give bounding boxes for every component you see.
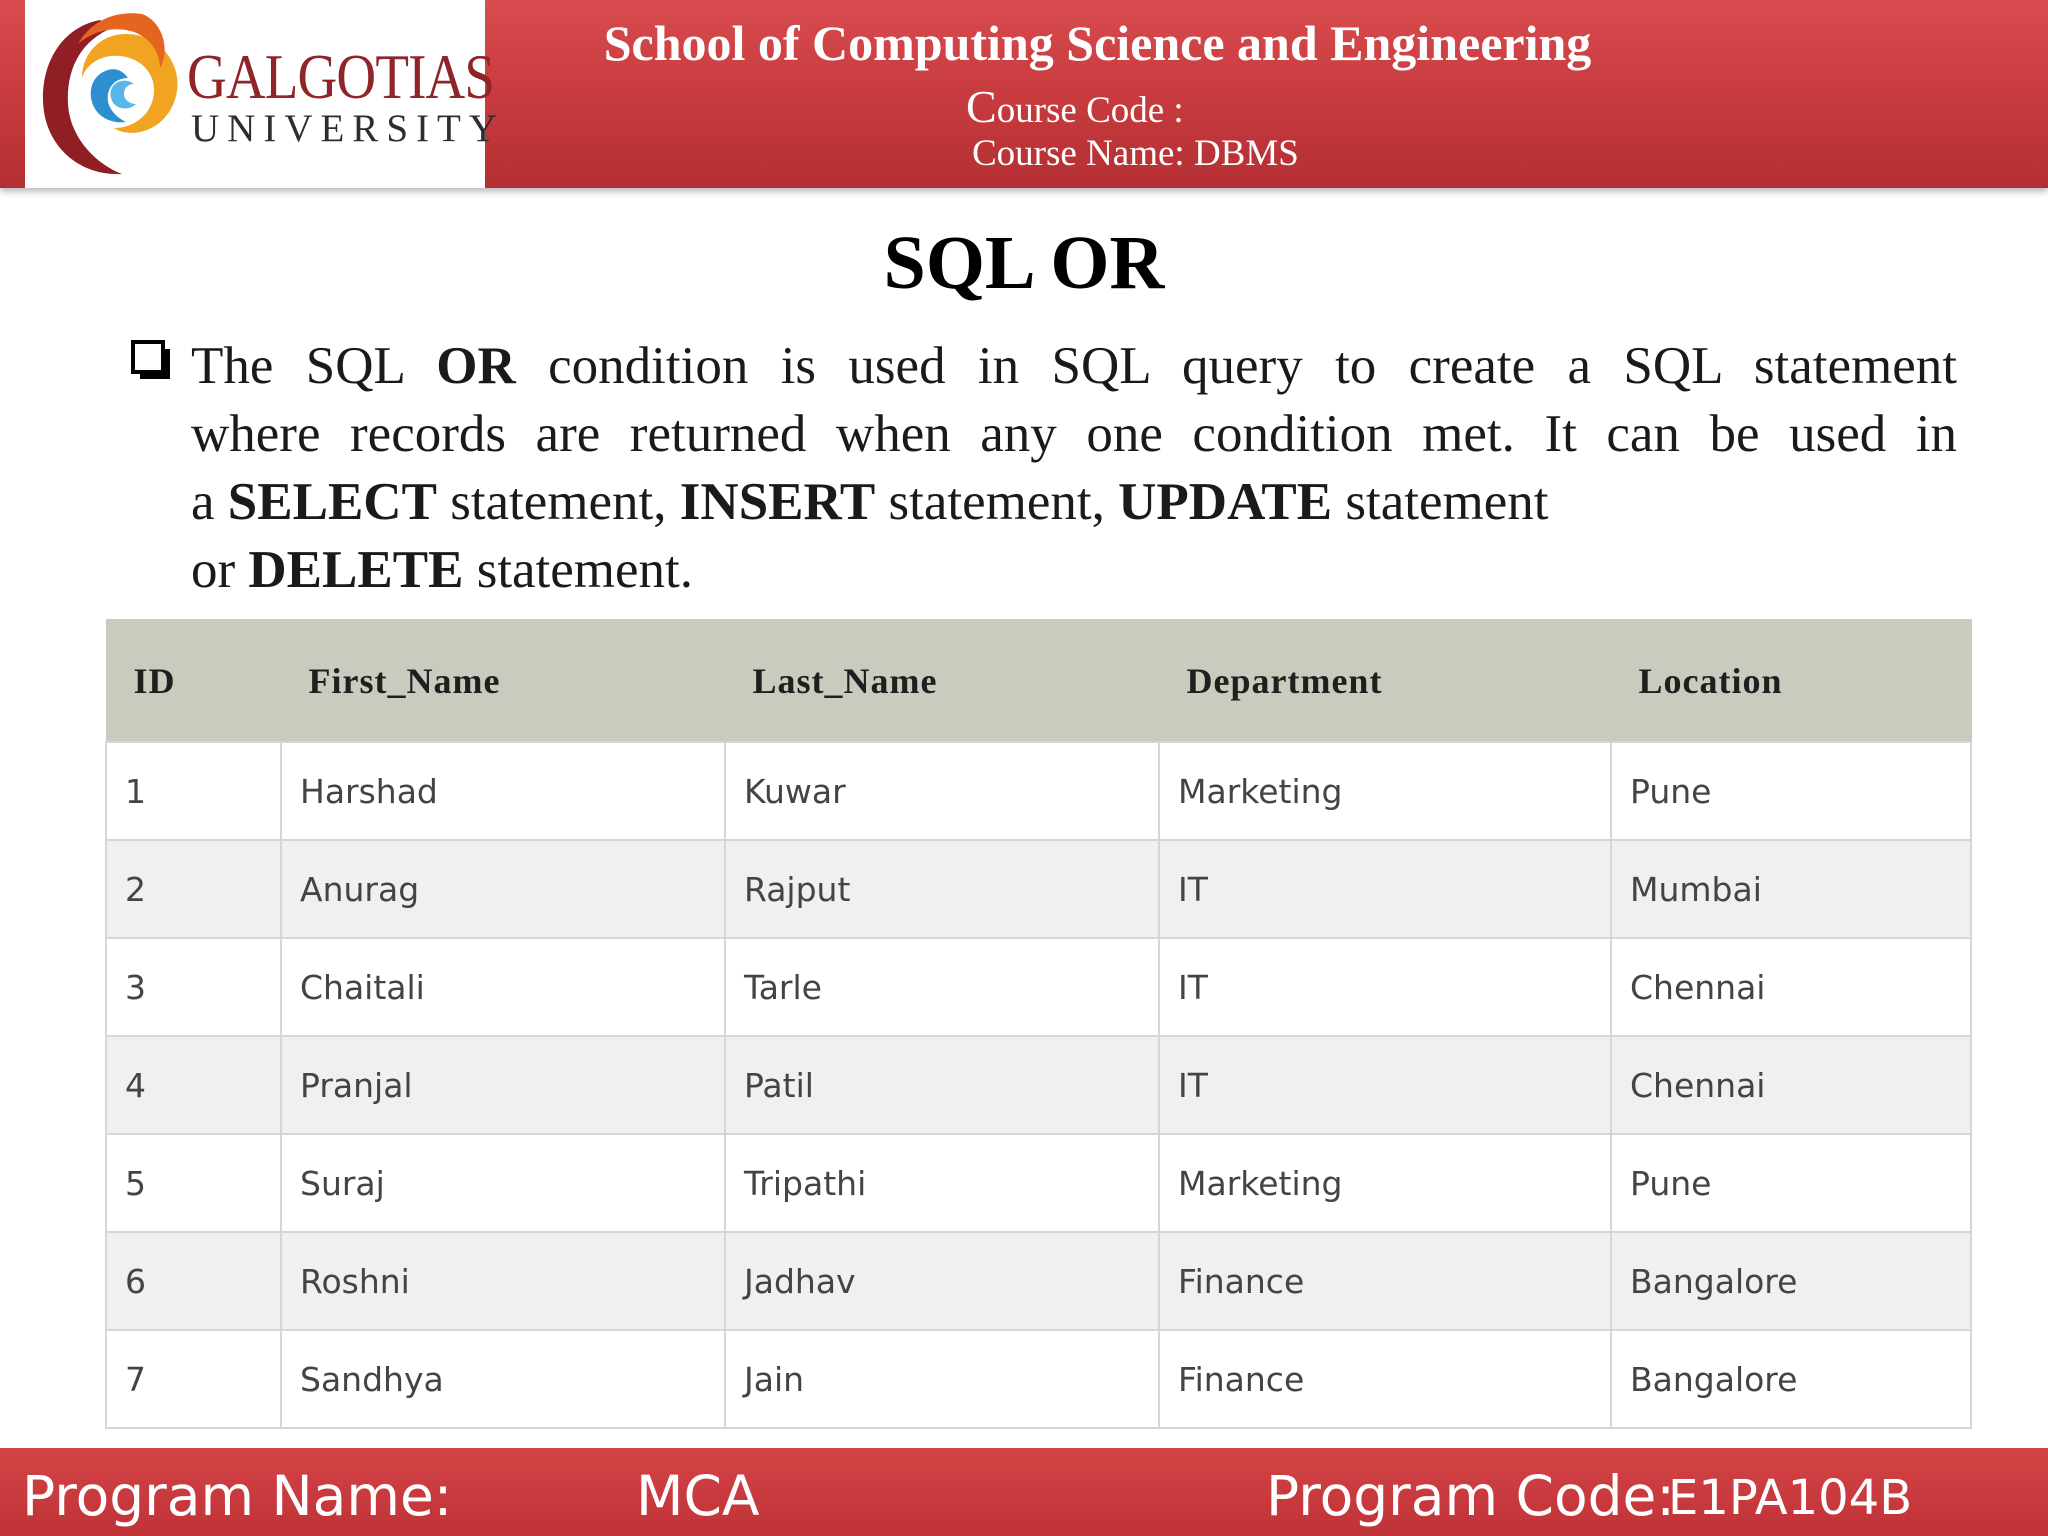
cell-id: 3 — [106, 938, 281, 1036]
table-row — [106, 1036, 1971, 1134]
checkbox-bullet-icon — [131, 340, 165, 374]
cell-first-name: Chaitali — [281, 938, 725, 1036]
cell-location: Pune — [1611, 742, 1971, 840]
slide-title: SQL OR — [883, 221, 1165, 305]
course-code-rest: ourse Code : — [996, 90, 1184, 131]
cell-first-name: Harshad — [281, 742, 725, 840]
employee-table — [105, 619, 1972, 1429]
keyword-insert: INSERT — [679, 473, 876, 531]
cell-department: IT — [1159, 840, 1611, 938]
column-header-id: ID — [106, 620, 281, 743]
cell-last-name: Tarle — [725, 938, 1159, 1036]
cell-department: Marketing — [1159, 742, 1611, 840]
cell-department: IT — [1159, 1036, 1611, 1134]
logo-university-subtitle: UNIVERSITY — [191, 107, 505, 150]
cell-last-name: Patil — [725, 1036, 1159, 1134]
cell-first-name: Pranjal — [281, 1036, 725, 1134]
table-row — [106, 1330, 1971, 1428]
cell-last-name: Rajput — [725, 840, 1159, 938]
cell-first-name: Sandhya — [281, 1330, 725, 1428]
table-header-row — [106, 620, 1971, 743]
description-paragraph — [191, 332, 1957, 604]
cell-last-name: Kuwar — [725, 742, 1159, 840]
cell-location: Chennai — [1611, 938, 1971, 1036]
table-row — [106, 840, 1971, 938]
cell-location: Pune — [1611, 1134, 1971, 1232]
cell-id: 4 — [106, 1036, 281, 1134]
column-header-last-name: Last_Name — [725, 620, 1159, 743]
paragraph-line-1 — [191, 332, 1957, 400]
program-name-label: Program Name: — [22, 1464, 453, 1528]
cell-id: 1 — [106, 742, 281, 840]
school-title: School of Computing Science and Engineering — [603, 15, 1592, 71]
cell-last-name: Jain — [725, 1330, 1159, 1428]
cell-location: Mumbai — [1611, 840, 1971, 938]
slide-header — [0, 0, 2048, 188]
paragraph-line-2 — [191, 400, 1957, 468]
cell-last-name: Jadhav — [725, 1232, 1159, 1330]
logo-university-name: GALGOTIAS — [187, 41, 495, 112]
cell-id: 7 — [106, 1330, 281, 1428]
keyword-delete: DELETE — [248, 541, 464, 599]
paragraph-text: or — [191, 541, 249, 599]
column-header-department: Department — [1159, 620, 1611, 743]
paragraph-text: statement, — [875, 473, 1119, 531]
cell-id: 2 — [106, 840, 281, 938]
paragraph-text: condition is used in SQL query to create a SQL statement — [515, 337, 1957, 395]
slide-footer — [0, 1448, 2048, 1536]
paragraph-text: The SQL — [191, 337, 437, 395]
keyword-update: UPDATE — [1118, 473, 1333, 531]
column-header-first-name: First_Name — [281, 620, 725, 743]
cell-department: Finance — [1159, 1232, 1611, 1330]
university-logo — [25, 0, 505, 188]
keyword-or: OR — [436, 337, 516, 395]
cell-department: Finance — [1159, 1330, 1611, 1428]
table-row — [106, 938, 1971, 1036]
program-name-value: MCA — [636, 1464, 760, 1528]
paragraph-text: where records are returned when any one condition met. It can be used in — [191, 405, 1957, 463]
cell-location: Chennai — [1611, 1036, 1971, 1134]
cell-location: Bangalore — [1611, 1330, 1971, 1428]
paragraph-text: a — [191, 473, 228, 531]
cell-location: Bangalore — [1611, 1232, 1971, 1330]
course-code-initial: C — [966, 81, 997, 132]
cell-department: Marketing — [1159, 1134, 1611, 1232]
paragraph-text: statement — [1332, 473, 1549, 531]
paragraph-line-4 — [191, 536, 1957, 604]
program-code-label: Program Code: — [1266, 1464, 1675, 1528]
cell-department: IT — [1159, 938, 1611, 1036]
cell-id: 5 — [106, 1134, 281, 1232]
paragraph-text: statement. — [463, 541, 694, 599]
course-name: Course Name: DBMS — [972, 133, 1299, 174]
course-code — [966, 80, 1184, 133]
cell-last-name: Tripathi — [725, 1134, 1159, 1232]
cell-first-name: Roshni — [281, 1232, 725, 1330]
galgotias-logo-icon — [30, 8, 190, 184]
column-header-location: Location — [1611, 620, 1971, 743]
cell-id: 6 — [106, 1232, 281, 1330]
cell-first-name: Suraj — [281, 1134, 725, 1232]
cell-first-name: Anurag — [281, 840, 725, 938]
table-row — [106, 1232, 1971, 1330]
table-row — [106, 1134, 1971, 1232]
paragraph-text: statement, — [436, 473, 680, 531]
program-code-value: E1PA104B — [1668, 1470, 1913, 1526]
paragraph-line-3 — [191, 468, 1957, 536]
table-row — [106, 742, 1971, 840]
keyword-select: SELECT — [227, 473, 437, 531]
